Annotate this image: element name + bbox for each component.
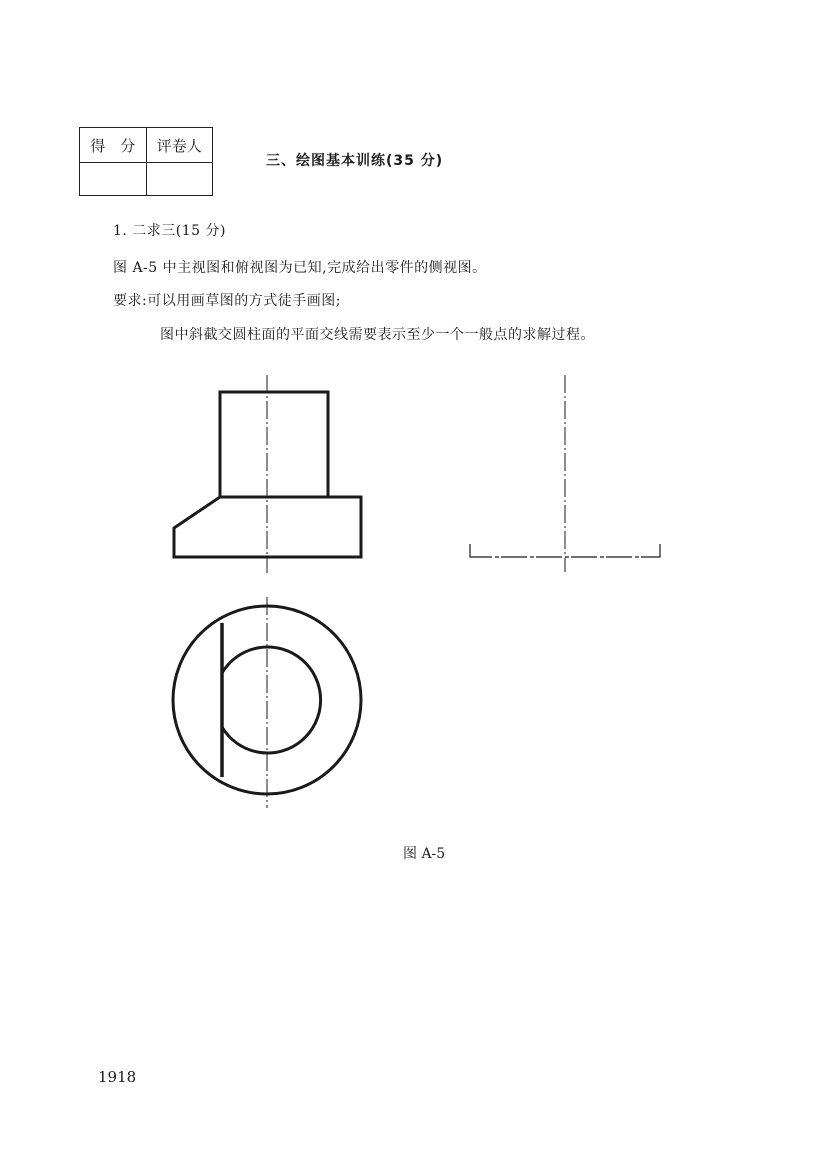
question-requirement: 要求:可以用画草图的方式徒手画图; bbox=[113, 293, 341, 309]
top-view-inner-circle bbox=[222, 647, 321, 753]
question-title: 1. 二求三(15 分) bbox=[113, 223, 226, 239]
question-requirement-detail: 图中斜截交圆柱面的平面交线需要表示至少一个一般点的求解过程。 bbox=[160, 327, 595, 343]
front-view-upper-cylinder bbox=[220, 392, 328, 497]
side-view bbox=[470, 375, 660, 572]
grader-header: 评卷人 bbox=[146, 128, 213, 163]
top-view bbox=[173, 597, 361, 808]
question-instruction: 图 A-5 中主视图和俯视图为已知,完成给出零件的侧视图。 bbox=[113, 260, 487, 276]
front-view bbox=[174, 375, 361, 573]
figure-caption: 图 A-5 bbox=[403, 846, 446, 862]
section-title: 三、绘图基本训练(35 分) bbox=[266, 153, 444, 169]
score-header: 得 分 bbox=[80, 128, 147, 163]
page-number: 1918 bbox=[98, 1068, 137, 1086]
